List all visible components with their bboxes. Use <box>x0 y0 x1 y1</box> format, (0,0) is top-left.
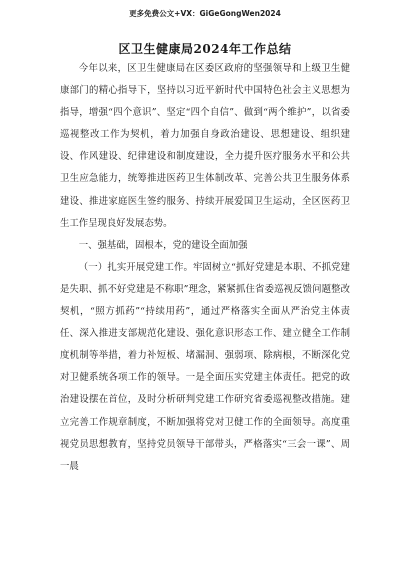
body-paragraph: （一）扎实开展党建工作。牢固树立“抓好党建是本职、不抓党建是失职、抓不好党建是不称职”理念，紧紧抓住省委巡视反馈问题整改契机，“照方抓药”“持续用药”，通过严格落实全面从严治党主体责任、深入推进支部规范化建设、强化意识形态工作、建立健全工作制度机制等举措，着力补短板、堵漏洞、强弱项、除病根，不断深化党对卫健系统各项工作的领导。一是全面压实党建主体责任。把党的政治建设摆在首位，及时分析研判党建工作研究省委巡视整改措施。建立完善工作规章制度，不断加强将党对卫健工作的全面领导。高度重视党员思想教育，坚持党员领导干部带头，严格落实“三会一课”、周一晨 <box>60 261 350 472</box>
header-note: 更多免费公文+VX：GiGeGongWen2024 <box>129 9 281 18</box>
document-body <box>60 58 350 478</box>
intro-paragraph: 今年以来，区卫生健康局在区委区政府的坚强领导和上级卫生健康部门的精心指导下，坚持以习近平新时代中国特色社会主义思想为指导，增强“四个意识”、坚定“四个自信”、做到“两个维护”，以省委巡视整改工作为契机，着力加强自身政治建设、思想建设、组织建设、作风建设、纪律建设和制度建设，全力提升医疗服务水平和公共卫生应急能力，统筹推进医药卫生体制改革、完善公共卫生服务体系建设、推进家庭医生签约服务、持续开展爱国卫生运动，全区医药卫生工作呈现良好发展态势。 <box>60 63 350 229</box>
section-heading: 一、强基础，固根本，党的建设全面加强 <box>78 239 248 251</box>
page-title: 区卫生健康局2024年工作总结 <box>118 42 292 56</box>
